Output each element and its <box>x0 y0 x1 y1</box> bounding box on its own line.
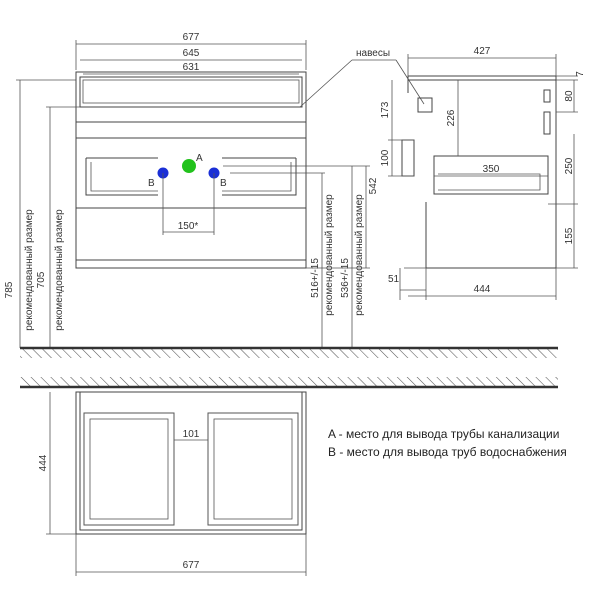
dim-150: 150* <box>177 221 199 232</box>
recommended-785: рекомендованный размер <box>24 209 35 331</box>
dim-542: 542 <box>368 177 379 195</box>
side-handle-top <box>544 90 550 102</box>
dim-101: 101 <box>182 429 200 440</box>
dim-427: 427 <box>473 46 491 57</box>
dim-516: 516+/-15 <box>310 258 321 298</box>
dim-173: 173 <box>380 101 391 119</box>
recommended-536: рекомендованный размер <box>354 194 365 316</box>
dim-645: 645 <box>182 48 200 59</box>
dim-705: 705 <box>36 271 47 289</box>
hinges-label: навесы <box>356 48 391 59</box>
dim-631: 631 <box>182 62 200 73</box>
side-drawer <box>434 156 548 194</box>
floor-hatch <box>20 348 558 358</box>
legend-b: B - место для вывода труб водоснабжения <box>328 445 567 459</box>
dim-7: 7 <box>575 71 586 77</box>
wall-hatch <box>20 377 558 387</box>
worktop-inner <box>83 80 299 103</box>
side-worktop <box>408 76 556 80</box>
side-pipe-block <box>402 140 414 176</box>
bottom-view <box>38 392 306 576</box>
dim-677-top: 677 <box>182 32 200 43</box>
recommended-516: рекомендованный размер <box>324 194 335 316</box>
dim-100: 100 <box>380 149 391 167</box>
worktop-edge <box>80 77 302 107</box>
wall-hinge <box>418 98 432 112</box>
legend-a: A - место для вывода трубы канализации <box>328 427 560 441</box>
dim-155: 155 <box>564 227 575 245</box>
dim-250: 250 <box>564 157 575 175</box>
dim-80: 80 <box>564 90 575 102</box>
side-handle-upper <box>544 112 550 134</box>
left-door-outer <box>84 413 174 525</box>
dim-444-bottom: 444 <box>38 454 49 472</box>
right-door-outer <box>208 413 298 525</box>
recommended-705: рекомендованный размер <box>54 209 65 331</box>
legend <box>328 427 567 459</box>
dim-785: 785 <box>4 281 15 299</box>
label-a: A <box>196 153 203 164</box>
drain-outlet-a <box>182 159 196 173</box>
hinge-leader-side <box>396 60 424 104</box>
dim-51: 51 <box>388 274 400 285</box>
front-view <box>4 32 424 348</box>
hinge-leader-front <box>300 60 352 107</box>
label-b-left: B <box>148 178 155 189</box>
dim-226: 226 <box>446 109 457 127</box>
label-b-right: B <box>220 178 227 189</box>
dim-444-side: 444 <box>473 284 491 295</box>
dim-536: 536+/-15 <box>340 258 351 298</box>
dim-677-bottom: 677 <box>182 560 200 571</box>
dim-350: 350 <box>482 164 500 175</box>
